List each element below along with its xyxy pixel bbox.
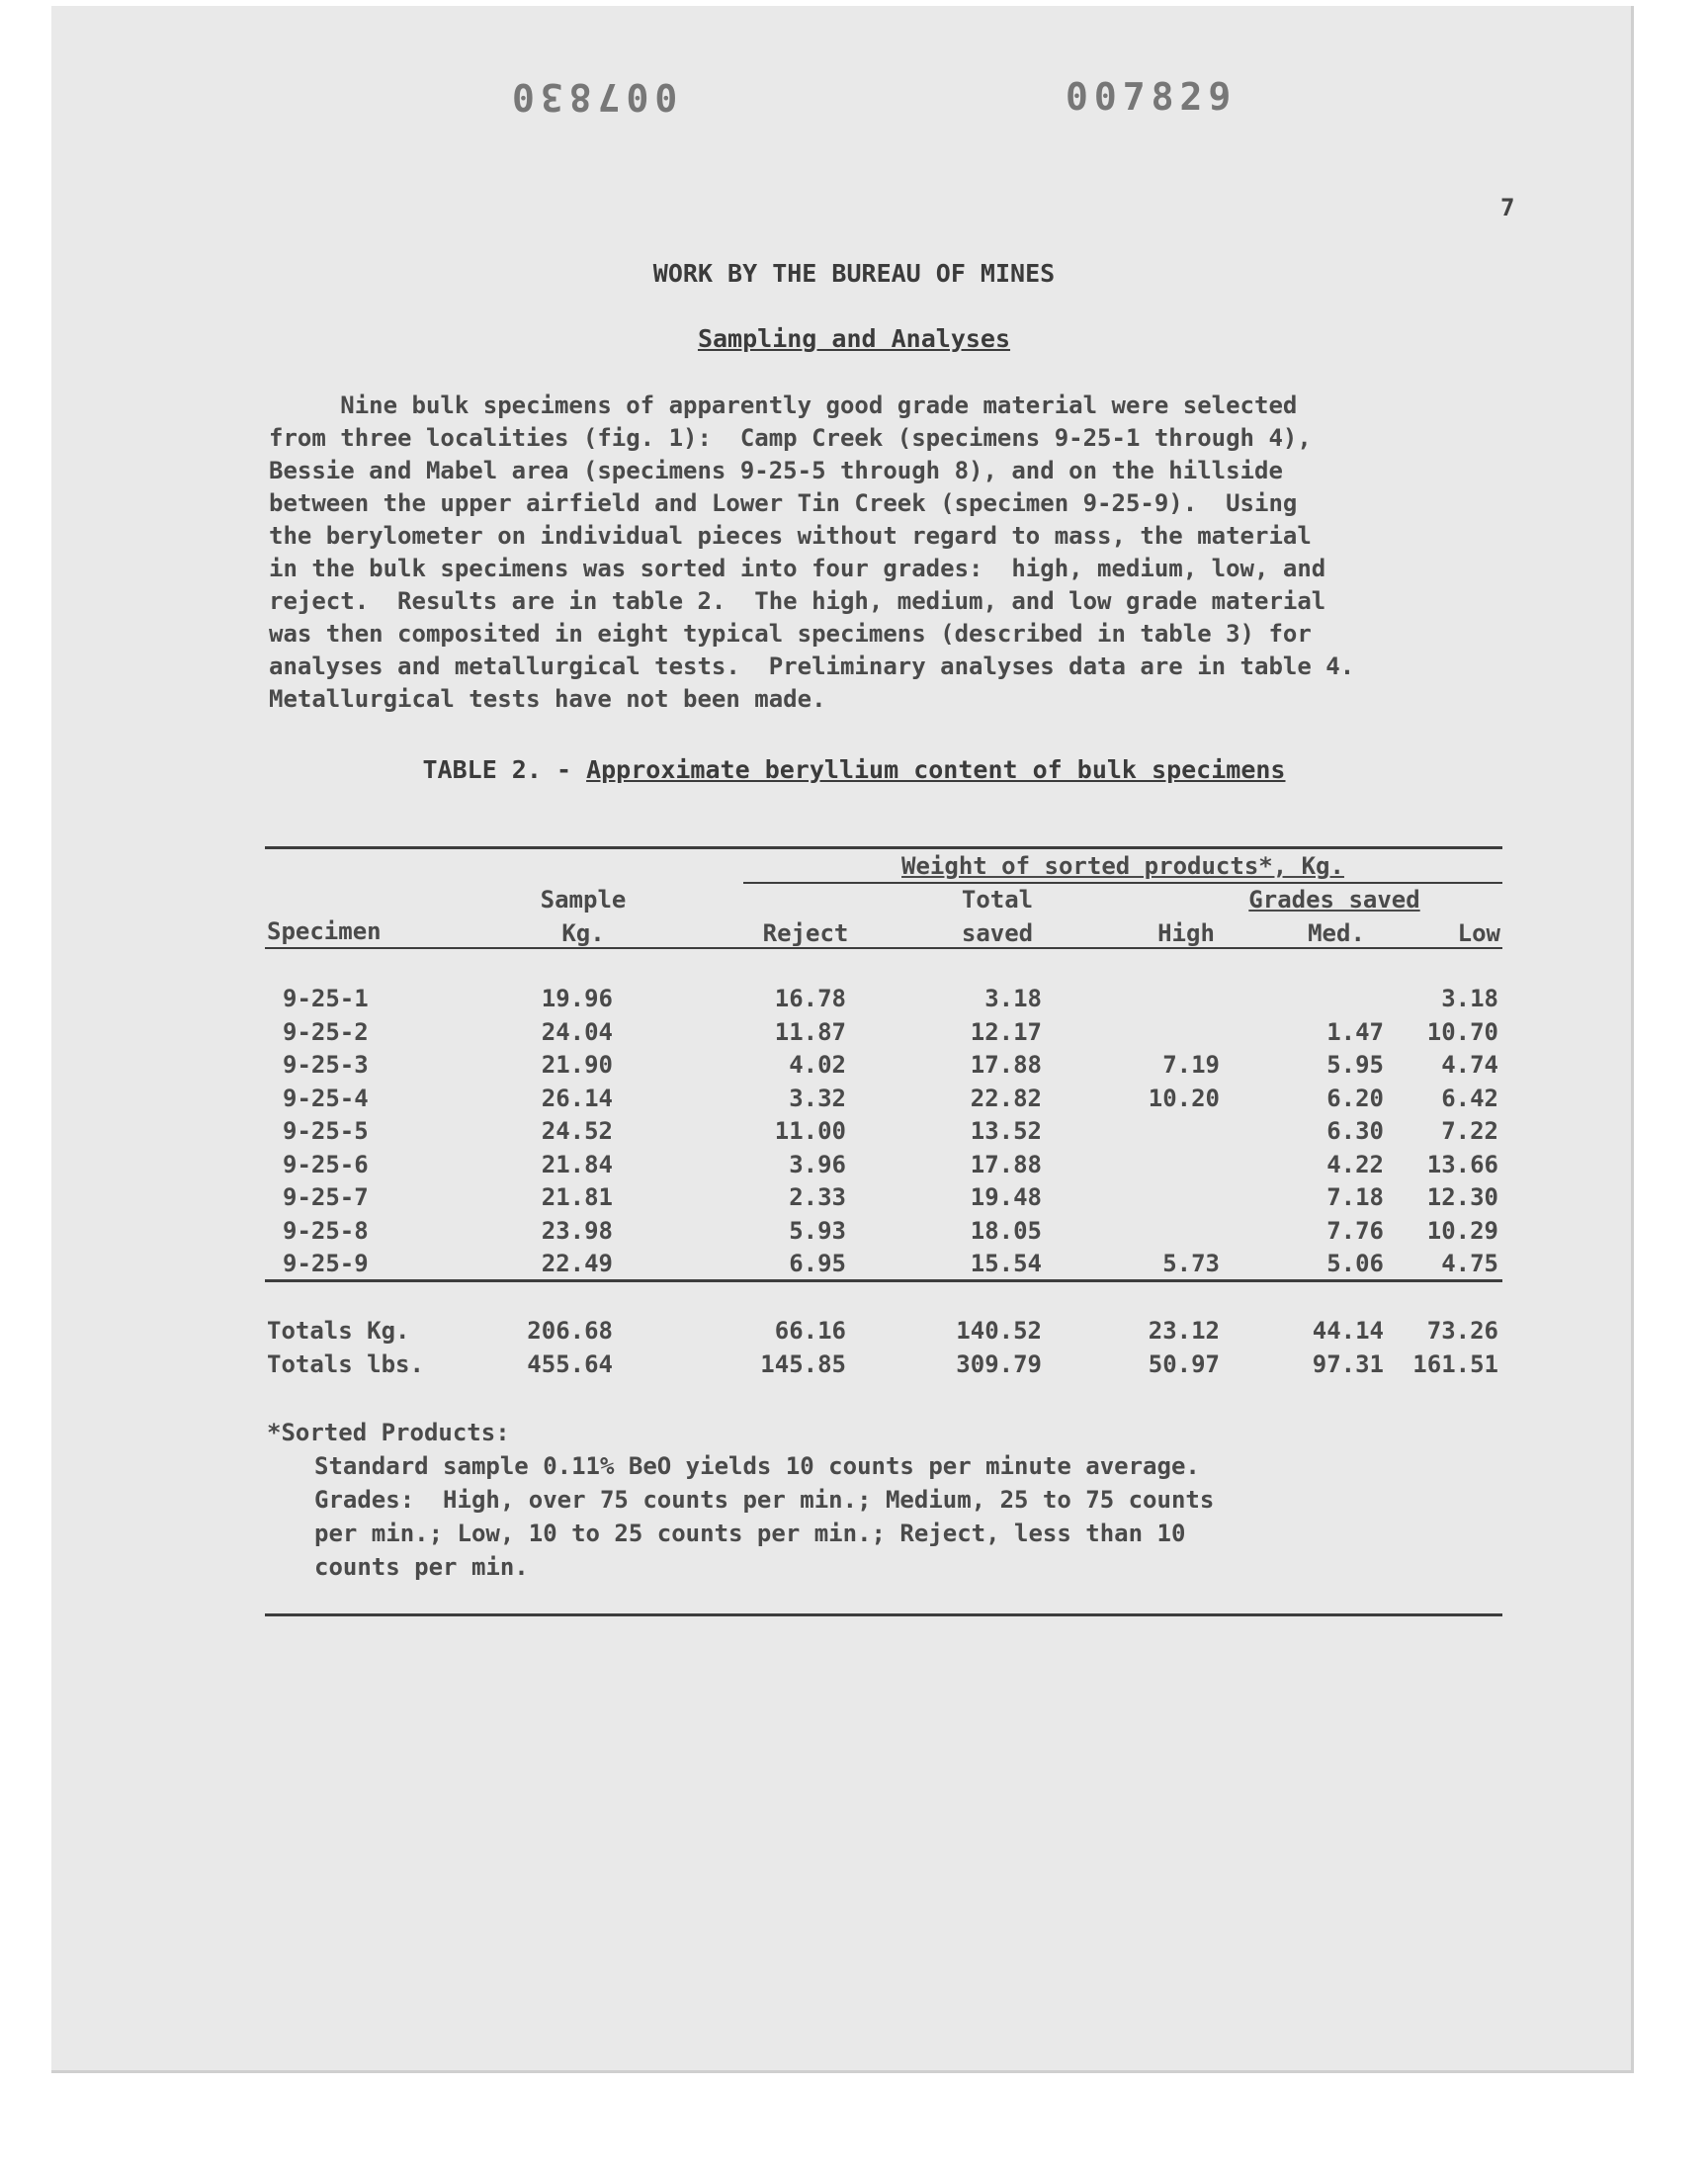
total-header-line1: Total [961, 886, 1034, 914]
totals-med: 44.14 [1312, 1317, 1384, 1345]
cell-reject: 2.33 [789, 1183, 846, 1211]
cell-high: 10.20 [1148, 1085, 1220, 1112]
totals-high: 23.12 [1148, 1317, 1220, 1345]
paragraph-line: was then composited in eight typical specimens (described in table 3) for [269, 620, 1312, 648]
cell-specimen: 9-25-1 [283, 985, 369, 1012]
totals-low: 73.26 [1426, 1317, 1498, 1345]
cell-sample: 24.04 [541, 1018, 613, 1046]
cell-med: 1.47 [1326, 1018, 1384, 1046]
cell-low: 6.42 [1441, 1085, 1498, 1112]
document-stamp-right: 007829 [1066, 75, 1238, 119]
cell-specimen: 9-25-9 [283, 1250, 369, 1277]
cell-med: 6.30 [1326, 1117, 1384, 1145]
total-header-line2: saved [961, 919, 1034, 947]
cell-sample: 26.14 [541, 1085, 613, 1112]
section-title: WORK BY THE BUREAU OF MINES [652, 259, 1056, 288]
cell-reject: 3.32 [789, 1085, 846, 1112]
cell-low: 12.30 [1426, 1183, 1498, 1211]
cell-total: 17.88 [970, 1051, 1042, 1079]
totals-high: 50.97 [1148, 1350, 1220, 1378]
sample-header-line1: Sample [540, 886, 627, 914]
cell-reject: 3.96 [789, 1151, 846, 1178]
specimen-header: Specimen [267, 917, 382, 945]
cell-specimen: 9-25-8 [283, 1217, 369, 1245]
paragraph-line: Metallurgical tests have not been made. [269, 685, 826, 713]
totals-total: 140.52 [956, 1317, 1042, 1345]
cell-reject: 4.02 [789, 1051, 846, 1079]
footnote-line: counts per min. [314, 1553, 529, 1581]
cell-reject: 11.00 [774, 1117, 846, 1145]
cell-total: 17.88 [970, 1151, 1042, 1178]
paragraph-line: in the bulk specimens was sorted into four grades: high, medium, low, and [269, 555, 1326, 582]
page-number: 7 [1500, 194, 1515, 221]
cell-low: 3.18 [1441, 985, 1498, 1012]
cell-sample: 21.90 [541, 1051, 613, 1079]
weight-group-header: Weight of sorted products*, Kg. [901, 852, 1344, 880]
cell-med: 6.20 [1326, 1085, 1384, 1112]
table-caption [0, 755, 1708, 784]
footnote-heading: *Sorted Products: [267, 1419, 510, 1446]
totals-med: 97.31 [1312, 1350, 1384, 1378]
cell-med: 7.76 [1326, 1217, 1384, 1245]
cell-med: 5.95 [1326, 1051, 1384, 1079]
cell-low: 10.29 [1426, 1217, 1498, 1245]
cell-reject: 5.93 [789, 1217, 846, 1245]
table-top-rule [265, 846, 1502, 849]
cell-sample: 24.52 [541, 1117, 613, 1145]
cell-specimen: 9-25-7 [283, 1183, 369, 1211]
cell-total: 18.05 [970, 1217, 1042, 1245]
cell-specimen: 9-25-5 [283, 1117, 369, 1145]
totals-low: 161.51 [1412, 1350, 1498, 1378]
paragraph-line: between the upper airfield and Lower Tin Creek (specimen 9-25-9). Using [269, 489, 1298, 517]
cell-low: 4.75 [1441, 1250, 1498, 1277]
table-caption-prefix: TABLE 2. - [422, 755, 587, 784]
cell-total: 22.82 [970, 1085, 1042, 1112]
footnote-line: Standard sample 0.11% BeO yields 10 counts per minute average. [314, 1452, 1200, 1480]
totals-label: Totals lbs. [267, 1350, 424, 1378]
totals-label: Totals Kg. [267, 1317, 410, 1345]
intro-paragraph [269, 390, 1514, 716]
header-bottom-rule [265, 947, 1502, 949]
cell-specimen: 9-25-3 [283, 1051, 369, 1079]
cell-total: 13.52 [970, 1117, 1042, 1145]
cell-sample: 21.84 [541, 1151, 613, 1178]
section-subtitle: Sampling and Analyses [697, 324, 1011, 353]
paragraph-line: reject. Results are in table 2. The high, medium, and low grade material [269, 587, 1326, 615]
cell-med: 5.06 [1326, 1250, 1384, 1277]
cell-low: 10.70 [1426, 1018, 1498, 1046]
med-header: Med. [1308, 919, 1365, 947]
cell-low: 13.66 [1426, 1151, 1498, 1178]
cell-sample: 23.98 [541, 1217, 613, 1245]
cell-reject: 16.78 [774, 985, 846, 1012]
reject-header: Reject [762, 919, 849, 947]
cell-low: 7.22 [1441, 1117, 1498, 1145]
low-header: Low [1457, 919, 1500, 947]
table-end-rule [265, 1613, 1502, 1616]
footnote-line: per min.; Low, 10 to 25 counts per min.; Reject, less than 10 [314, 1520, 1186, 1547]
paragraph-line: the berylometer on individual pieces without regard to mass, the material [269, 522, 1312, 550]
totals-total: 309.79 [956, 1350, 1042, 1378]
cell-sample: 19.96 [541, 985, 613, 1012]
cell-high: 5.73 [1162, 1250, 1220, 1277]
totals-reject: 66.16 [774, 1317, 846, 1345]
paragraph-line: Bessie and Mabel area (specimens 9-25-5 through 8), and on the hillside [269, 457, 1283, 484]
cell-high: 7.19 [1162, 1051, 1220, 1079]
totals-sample: 455.64 [527, 1350, 613, 1378]
cell-total: 19.48 [970, 1183, 1042, 1211]
paragraph-line: analyses and metallurgical tests. Preliminary analyses data are in table 4. [269, 652, 1355, 680]
cell-sample: 22.49 [541, 1250, 613, 1277]
cell-total: 3.18 [984, 985, 1042, 1012]
weight-group-rule [743, 882, 1502, 884]
cell-specimen: 9-25-2 [283, 1018, 369, 1046]
document-stamp-left: 007830 [506, 75, 678, 119]
cell-low: 4.74 [1441, 1051, 1498, 1079]
totals-reject: 145.85 [760, 1350, 846, 1378]
paragraph-line: Nine bulk specimens of apparently good grade material were selected [269, 392, 1298, 419]
cell-specimen: 9-25-4 [283, 1085, 369, 1112]
cell-med: 7.18 [1326, 1183, 1384, 1211]
sample-header-line2: Kg. [561, 919, 605, 947]
high-header: High [1157, 919, 1215, 947]
cell-reject: 11.87 [774, 1018, 846, 1046]
cell-reject: 6.95 [789, 1250, 846, 1277]
table-caption-title: Approximate beryllium content of bulk specimens [586, 755, 1286, 784]
paragraph-line: from three localities (fig. 1): Camp Creek (specimens 9-25-1 through 4), [269, 424, 1312, 452]
cell-sample: 21.81 [541, 1183, 613, 1211]
cell-total: 12.17 [970, 1018, 1042, 1046]
cell-specimen: 9-25-6 [283, 1151, 369, 1178]
footnote-line: Grades: High, over 75 counts per min.; Medium, 25 to 75 counts [314, 1486, 1215, 1514]
grades-group-header: Grades saved [1248, 886, 1420, 914]
body-bottom-rule [265, 1279, 1502, 1282]
cell-total: 15.54 [970, 1250, 1042, 1277]
cell-med: 4.22 [1326, 1151, 1384, 1178]
totals-sample: 206.68 [527, 1317, 613, 1345]
